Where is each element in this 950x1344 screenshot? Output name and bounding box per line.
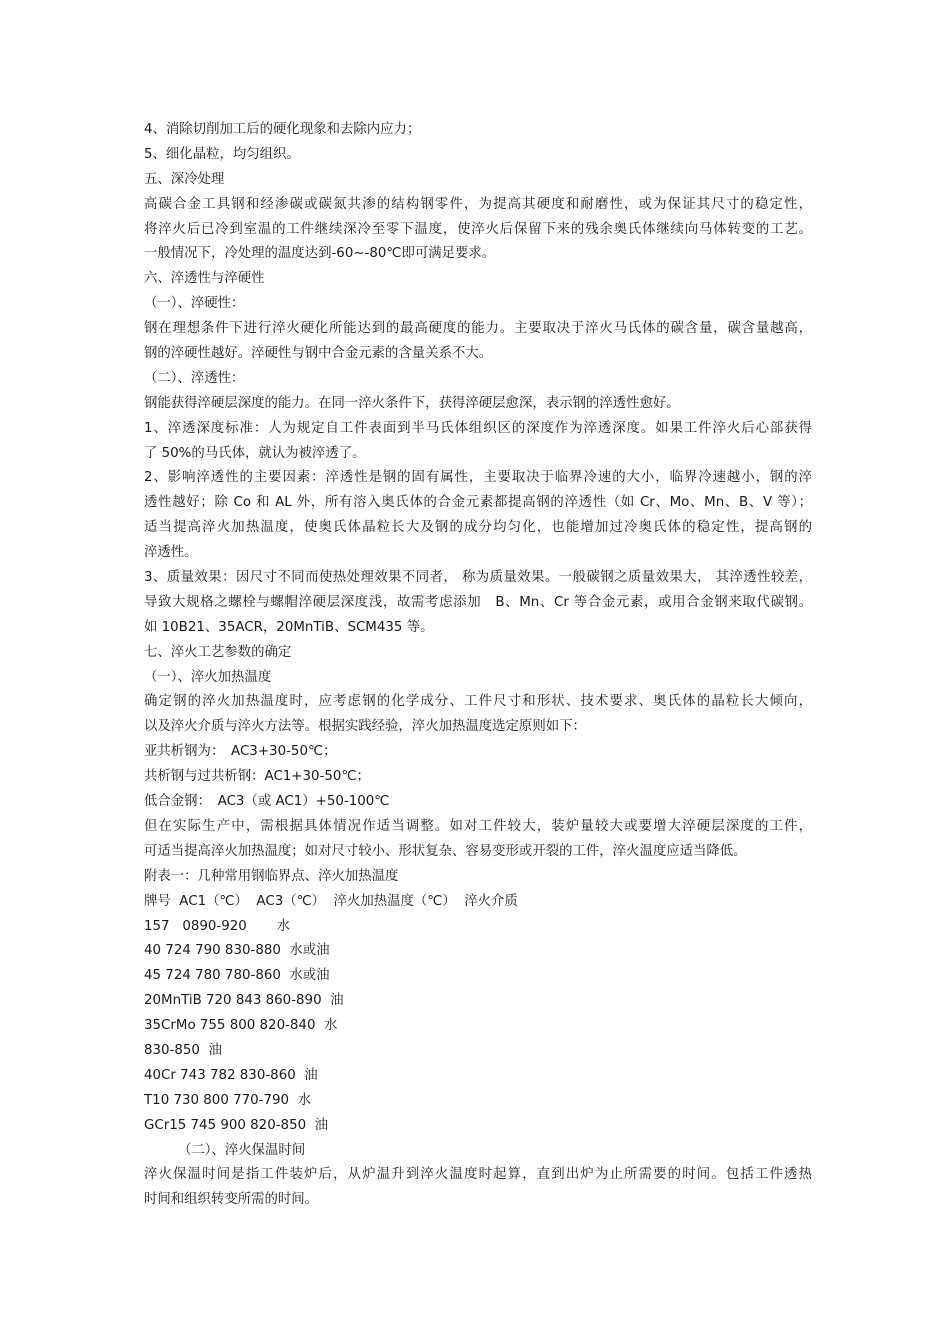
table-row-line: 20MnTiB 720 843 860-890 油: [144, 993, 344, 1009]
text-line: 3、质量效果：因尺寸不同而使热处理效果不同者， 称为质量效果。一般碳钢之质量效果大， 其淬透性较差，: [144, 570, 812, 586]
text-line: 钢在理想条件下进行淬火硬化所能达到的最高硬度的能力。主要取决于淬火马氏体的碳含量，碳含量越高，: [144, 321, 812, 337]
text-line: 共析钢与过共析钢：AC1+30-50℃；: [144, 769, 370, 785]
table-row-line: 40Cr 743 782 830-860 油: [144, 1067, 318, 1083]
subsection-heading: （二）、淬透性：: [144, 370, 245, 386]
subsection-heading: （一）、淬硬性：: [144, 296, 245, 312]
section-heading: 六、淬透性与淬硬性: [144, 271, 265, 287]
text-line: 透性越好；除 Co 和 AL 外，所有溶入奥氏体的合金元素都提高钢的淬透性（如 Cr、Mo、Mn、B、V 等）；: [144, 495, 812, 511]
text-line: 但在实际生产中，需根据具体情况作适当调整。如对工件较大，装炉量较大或要增大淬硬层深度的工件，: [144, 818, 812, 834]
section-heading: 五、深冷处理: [144, 171, 225, 187]
table-row-line: 45 724 780 780-860 水或油: [144, 968, 330, 984]
text-line: 一般情况下，冷处理的温度达到-60~-80℃即可满足要求。: [144, 246, 496, 262]
text-line: 淬透性。: [144, 545, 198, 561]
text-line: 了 50%的马氏体，就认为被淬透了。: [144, 445, 366, 461]
document-body: [144, 118, 812, 1213]
text-line: 2、影响淬透性的主要因素：淬透性是钢的固有属性，主要取决于临界冷速的大小，临界冷速越小，钢的淬: [144, 470, 812, 486]
text-line: 钢的淬硬性越好。淬硬性与钢中合金元素的含量关系不大。: [144, 346, 493, 362]
subsection-heading: （一）、淬火加热温度: [144, 669, 272, 685]
text-line: 导致大规格之螺栓与螺帽淬硬层深度浅，故需考虑添加 B、Mn、Cr 等合金元素，或用合金钢来取代碳钢。: [144, 594, 812, 610]
text-line: 可适当提高淬火加热温度；如对尺寸较小、形状复杂、容易变形或开裂的工件，淬火温度应适当降低。: [144, 843, 747, 859]
text-line: 1、淬透深度标准：人为规定自工件表面到半马氏体组织区的深度作为淬透深度。如果工件淬火后心部获得: [144, 420, 812, 436]
text-line: 如 10B21、35ACR，20MnTiB、SCM435 等。: [144, 619, 434, 635]
text-line: 高碳合金工具钢和经渗碳或碳氮共渗的结构钢零件，为提高其硬度和耐磨性，或为保证其尺寸的稳定性，: [144, 196, 812, 212]
text-line: 以及淬火介质与淬火方法等。根据实践经验，淬火加热温度选定原则如下：: [144, 719, 586, 735]
table-row-line: T10 730 800 770-790 水: [144, 1092, 311, 1108]
text-line: 适当提高淬火加热温度，使奥氏体晶粒长大及钢的成分均匀化，也能增加过冷奥氏体的稳定性，提高钢的: [144, 520, 812, 536]
table-header-line: 牌号 AC1（℃） AC3（℃） 淬火加热温度（℃） 淬火介质: [144, 893, 518, 909]
text-line: 将淬火后已冷到室温的工件继续深冷至零下温度，使淬火后保留下来的残余奥氏体继续向马体转变的工艺。: [144, 221, 812, 237]
text-line: 时间和组织转变所需的时间。: [144, 1192, 319, 1208]
text-line: 亚共析钢为： AC3+30-50℃；: [144, 744, 337, 760]
table-row-line: GCr15 745 900 820-850 油: [144, 1117, 329, 1133]
text-line: 淬火保温时间是指工件装炉后，从炉温升到淬火温度时起算，直到出炉为止所需要的时间。包括工件透热: [144, 1167, 812, 1183]
subsection-heading: （二）、淬火保温时间: [178, 1142, 306, 1158]
section-heading: 七、淬火工艺参数的确定: [144, 644, 292, 660]
table-row-line: 830-850 油: [144, 1042, 222, 1058]
text-line: 5、细化晶粒，均匀组织。: [144, 146, 300, 162]
table-caption: 附表一：几种常用钢临界点、淬火加热温度: [144, 868, 399, 884]
table-row-line: 35CrMo 755 800 820-840 水: [144, 1018, 338, 1034]
text-line: 低合金钢： AC3（或 AC1）+50-100℃: [144, 794, 390, 810]
table-row-line: 40 724 790 830-880 水或油: [144, 943, 330, 959]
text-line: 4、消除切削加工后的硬化现象和去除内应力；: [144, 122, 421, 137]
table-row-line: 157 0890-920 水: [144, 918, 290, 934]
text-line: 钢能获得淬硬层深度的能力。在同一淬火条件下，获得淬硬层愈深，表示钢的淬透性愈好。: [144, 395, 680, 411]
text-line: 确定钢的淬火加热温度时，应考虑钢的化学成分、工件尺寸和形状、技术要求、奥氏体的晶粒长大倾向，: [144, 694, 812, 710]
